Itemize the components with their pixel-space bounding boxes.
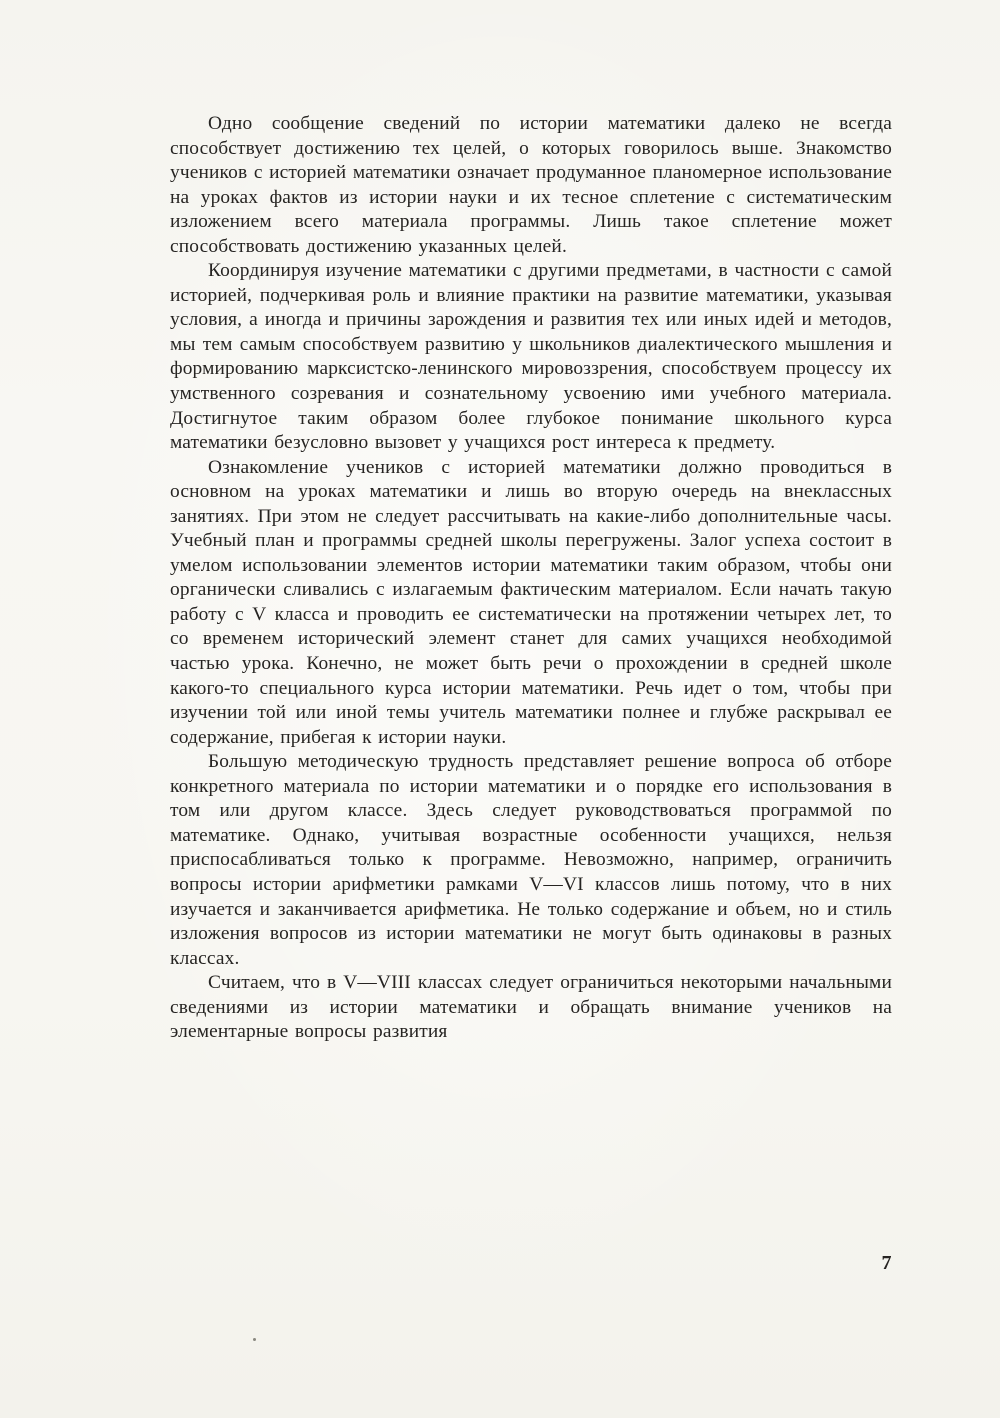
body-text (170, 112, 892, 1045)
paragraph-3: Ознакомление учеников с историей математики должно проводиться в основном на уроках математики и лишь во вторую очередь на внеклассных занятиях. При этом не следует рассчитывать на какие-либо дополнительные часы. Учебный план и программы средней школы перегружены. Залог успеха состоит в умелом использовании элементов истории математики таким образом, чтобы они органически сливались с излагаемым фактическим материалом. Если начать такую работу с V класса и проводить ее систематически на протяжении четырех лет, то со временем исторический элемент станет для самих учащихся необходимой частью урока. Конечно, не может быть речи о прохождении в средней школе какого-то специального курса истории математики. Речь идет о том, чтобы при изучении той или иной темы учитель математики полнее и глубже раскрывал ее содержание, прибегая к истории науки. (170, 456, 892, 748)
page-number: 7 (881, 1252, 892, 1274)
paragraph-2: Координируя изучение математики с другими предметами, в частности с самой историей, подчеркивая роль и влияние практики на развитие математики, указывая условия, а иногда и причины зарождения и развития тех или иных идей и методов, мы тем самым способствуем развитию у школьников диалектического мышления и формированию марксистско-ленинского мировоззрения, способствуем процессу их умственного созревания и сознательному усвоению ими учебного материала. Достигнутое таким образом более глубокое понимание школьного курса математики безусловно вызовет у учащихся рост интереса к предмету. (170, 260, 892, 454)
paragraph-1: Одно сообщение сведений по истории математики далеко не всегда способствует достижению тех целей, о которых говорилось выше. Знакомство учеников с историей математики означает продуманное планомерное использование на уроках фактов из истории науки и их тесное сплетение с систематическим изложением всего материала программы. Лишь такое сплетение может способствовать достижению указанных целей. (170, 113, 892, 257)
paragraph-5: Считаем, что в V—VIII классах следует ограничиться некоторыми начальными сведениями из истории математики и обращать внимание учеников на элементарные вопросы развития (170, 972, 892, 1043)
paragraph-4: Большую методическую трудность представляет решение вопроса об отборе конкретного материала по истории математики и о порядке его использования в том или другом классе. Здесь следует руководствоваться программой по математике. Однако, учитывая возрастные особенности учащихся, нельзя приспосабливаться только к программе. Невозможно, например, ограничить вопросы истории арифметики рамками V—VI классов лишь потому, что в них изучается и заканчивается арифметика. Не только содержание и объем, но и стиль изложения вопросов из истории математики не могут быть одинаковы в разных классах. (170, 751, 892, 969)
scan-speck (253, 1338, 256, 1341)
